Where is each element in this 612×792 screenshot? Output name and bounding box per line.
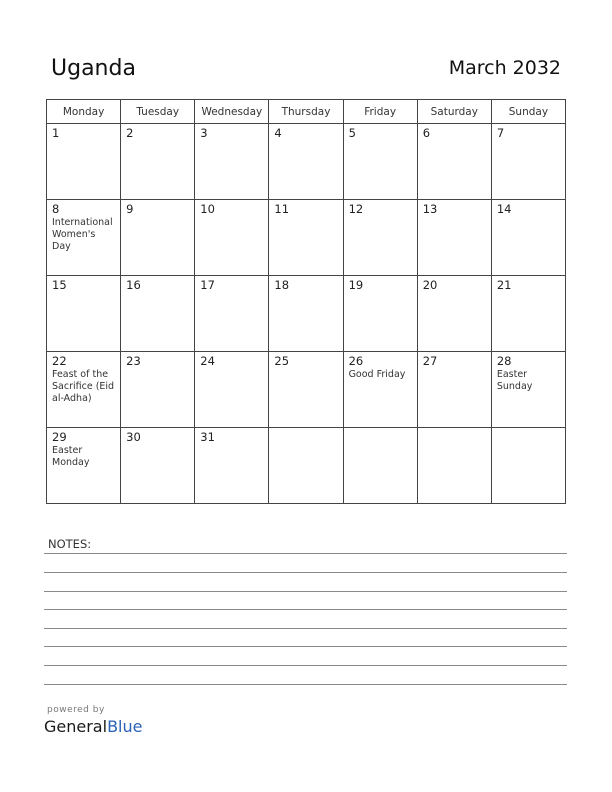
notes-line: [44, 665, 567, 666]
day-cell: [417, 428, 491, 504]
brand-name-part2: Blue: [107, 717, 143, 736]
day-number: 12: [348, 202, 364, 216]
day-cell: [47, 124, 121, 200]
weekday-sunday: Sunday: [491, 100, 565, 124]
weekday-monday: Monday: [47, 100, 121, 124]
holiday-label: Easter Monday: [52, 445, 90, 468]
day-cell: [343, 200, 417, 276]
day-cell: [47, 352, 121, 428]
day-number: 27: [422, 354, 438, 368]
day-cell: [47, 276, 121, 352]
holiday-label: Easter Sunday: [496, 369, 533, 392]
day-number: 23: [126, 354, 141, 368]
day-cell: [269, 124, 343, 200]
day-cell: [269, 276, 343, 352]
holiday-label: Good Friday: [348, 369, 406, 380]
weekday-saturday: Saturday: [417, 100, 491, 124]
day-cell: [269, 200, 343, 276]
day-cell: [195, 428, 269, 504]
weekday-thursday: Thursday: [269, 100, 343, 124]
day-number: 22: [52, 354, 67, 368]
day-number: 11: [274, 202, 290, 216]
day-number: 7: [496, 126, 505, 140]
day-cell: [121, 276, 195, 352]
day-cell: [491, 200, 565, 276]
day-number: 18: [274, 278, 290, 292]
day-cell: [343, 276, 417, 352]
week-row: [47, 428, 566, 504]
day-cell: [491, 352, 565, 428]
weekday-tuesday: Tuesday: [121, 100, 195, 124]
day-number: 26: [348, 354, 364, 368]
day-cell: [417, 352, 491, 428]
day-cell: [195, 352, 269, 428]
day-cell: [269, 428, 343, 504]
day-cell: [343, 124, 417, 200]
powered-by-label: powered by: [47, 705, 105, 715]
day-number: 14: [496, 202, 512, 216]
day-number: 19: [348, 278, 364, 292]
day-cell: [343, 428, 417, 504]
day-cell: [121, 428, 195, 504]
week-row: [47, 352, 566, 428]
day-cell: [195, 124, 269, 200]
day-cell: [269, 352, 343, 428]
day-cell: [121, 124, 195, 200]
day-number: 30: [126, 430, 141, 444]
day-number: 24: [200, 354, 215, 368]
notes-line: [44, 553, 567, 554]
notes-line: [44, 572, 567, 573]
country-title: Uganda: [51, 56, 136, 81]
day-cell: [491, 428, 565, 504]
day-number: 3: [200, 126, 208, 140]
day-cell: [491, 124, 565, 200]
holiday-label: Feast of the Sacrifice (Eid al-Adha): [52, 369, 115, 404]
day-number: 16: [126, 278, 141, 292]
day-number: 29: [52, 430, 67, 444]
day-cell: [491, 276, 565, 352]
day-cell: [121, 352, 195, 428]
notes-line: [44, 684, 567, 685]
brand-logo: [44, 717, 142, 736]
day-number: 17: [200, 278, 215, 292]
month-title: March 2032: [448, 57, 561, 79]
day-cell: [343, 352, 417, 428]
weekday-header-row: [47, 100, 566, 124]
calendar-grid: [46, 99, 566, 504]
day-number: 25: [274, 354, 290, 368]
notes-line: [44, 609, 567, 610]
day-number: 5: [348, 126, 356, 140]
notes-line: [44, 646, 567, 647]
brand-name-part1: General: [44, 717, 108, 736]
day-cell: [417, 200, 491, 276]
day-number: 31: [200, 430, 215, 444]
weekday-wednesday: Wednesday: [195, 100, 269, 124]
day-number: 6: [422, 126, 431, 140]
day-cell: [47, 428, 121, 504]
notes-line: [44, 628, 567, 629]
day-cell: [195, 200, 269, 276]
notes-label: NOTES:: [48, 537, 92, 551]
day-cell: [47, 200, 121, 276]
weekday-friday: Friday: [343, 100, 417, 124]
day-number: 15: [52, 278, 67, 292]
holiday-label: International Women's Day: [52, 217, 113, 252]
week-row: [47, 200, 566, 276]
notes-line: [44, 591, 567, 592]
day-number: 1: [52, 126, 60, 140]
day-number: 9: [126, 202, 134, 216]
day-number: 4: [274, 126, 282, 140]
day-number: 13: [422, 202, 438, 216]
day-cell: [417, 124, 491, 200]
day-cell: [195, 276, 269, 352]
day-number: 2: [126, 126, 134, 140]
day-number: 8: [52, 202, 60, 216]
week-row: [47, 276, 566, 352]
week-row: [47, 124, 566, 200]
day-number: 20: [422, 278, 438, 292]
day-number: 10: [200, 202, 215, 216]
day-cell: [417, 276, 491, 352]
day-number: 28: [496, 354, 512, 368]
day-number: 21: [496, 278, 512, 292]
day-cell: [121, 200, 195, 276]
